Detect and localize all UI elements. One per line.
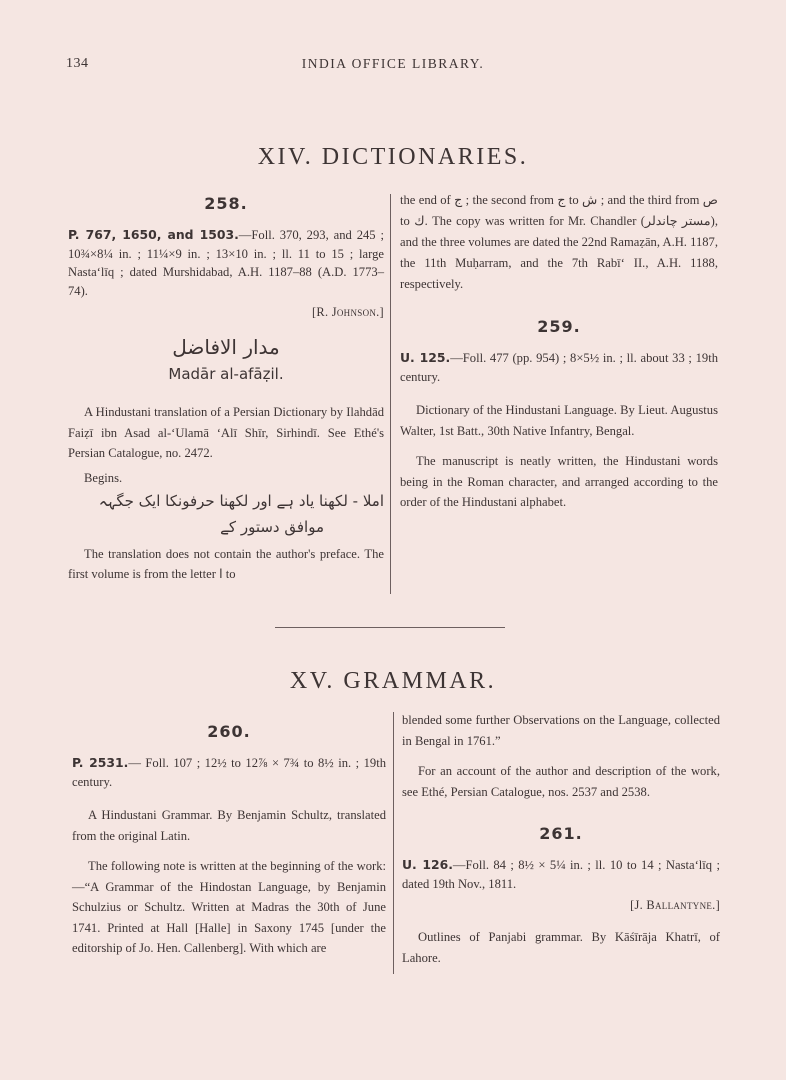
entry-number-261: 261. [539, 824, 583, 843]
column-divider [390, 194, 391, 594]
title-arabic-258: مدار الافاضل [172, 335, 280, 359]
paragraph-259-1: Dictionary of the Hindustani Language. By Lieut. Augustus Walter, 1st Batt., 30th Native Infantry, Bengal. [400, 403, 718, 438]
entry-number-260: 260. [207, 722, 251, 741]
entry-meta-258 [68, 226, 384, 300]
paragraph-260-2: The following note is written at the beginning of the work:—“A Grammar of the Hindostan Language, by Benjamin Schulzius or Schultz. Written at Madras the 30th of June 1741. Printed at Hall [Halle] in Saxony 1745 [under the editorship of Jo. Hen. Callenberg]. With which are [72, 859, 386, 955]
paragraph-261-1: Outlines of Panjabi grammar. By Kāśīrāja Khatrī, of Lahore. [402, 930, 720, 965]
paragraph-258-1: A Hindustani translation of a Persian Dictionary by Ilahdād Faiẓī ibn Asad al-‘Ulamā ‘Alī Shīr, Sirhindī. See Ethé's Persian Catalogue, no. 2472. [68, 405, 384, 460]
section-separator [275, 627, 505, 628]
section-title-grammar: XV. GRAMMAR. [289, 668, 497, 694]
running-title: INDIA OFFICE LIBRARY. [301, 56, 485, 71]
description-258: —Foll. 370, 293, and 245 ; 10¾×8¼ in. ; 11¼×9 in. ; 13×10 in. ; ll. 11 to 15 ; large Nasta‘līq ; dated Murshidabad, A.H. 1187–88 (A.D. 1773–74). [68, 228, 384, 298]
page-number: 134 [66, 56, 89, 71]
column-divider-grammar [393, 712, 394, 974]
begins-text-258-line1: املا - لکھنا یاد ہے اور لکھنا حرفونکا ایک جگہہ [98, 491, 384, 510]
attribution-261: [J. Ballantyne.] [630, 898, 720, 912]
shelfmark-258: P. 767, 1650, and 1503. [68, 227, 239, 242]
right-column-dictionaries [400, 190, 718, 513]
left-column-grammar [72, 722, 386, 959]
paragraph-260-1: A Hindustani Grammar. By Benjamin Schultz, translated from the original Latin. [72, 808, 386, 843]
begins-text-258-line2: موافق دستور کے [220, 517, 324, 536]
entry-number-258: 258. [204, 194, 248, 213]
section-title-dictionaries: XIV. DICTIONARIES. [257, 144, 529, 170]
description-261: —Foll. 84 ; 8½ × 5¼ in. ; ll. 10 to 14 ; Nasta‘līq ; dated 19th Nov., 1811. [402, 858, 720, 891]
left-column-dictionaries [68, 194, 384, 585]
attribution-258: [R. Johnson.] [311, 305, 384, 319]
entry-number-259: 259. [537, 317, 581, 336]
title-latin-258: Madār al-afāẓil. [168, 365, 284, 383]
right-column-grammar [402, 710, 720, 968]
shelfmark-260: P. 2531. [72, 755, 129, 770]
paragraph-259-2: The manuscript is neatly written, the Hindustani words being in the Roman character, and arranged according to the order of the Hindustani alphabet. [400, 454, 718, 509]
begins-label-258: Begins. [84, 470, 123, 485]
shelfmark-259: U. 125. [400, 350, 451, 365]
paragraph-260-continued: blended some further Observations on the Language, collected in Bengal in 1761.” [402, 713, 720, 748]
entry-meta-261 [402, 856, 720, 893]
shelfmark-261: U. 126. [402, 857, 453, 872]
description-260: — Foll. 107 ; 12½ to 12⅞ × 7¾ to 8½ in. ; 19th century. [72, 756, 386, 789]
paragraph-258-2: The translation does not contain the author's preface. The first volume is from the letter ا to [68, 546, 384, 581]
paragraph-258-continued: the end of ج ; the second from ج to ش ; and the third from ص to ك. The copy was written for Mr. Chandler (مستر چاندلر), and the three volumes are dated the 22nd Ramaẓān, A.H. 1187, the 11th Muḥarram, and the 7th Rabī‘ II., A.H. 1188, respectively. [400, 193, 718, 291]
entry-meta-259 [400, 349, 718, 386]
page-header [66, 56, 720, 78]
paragraph-260-3: For an account of the author and description of the work, see Ethé, Persian Catalogue, nos. 2537 and 2538. [402, 764, 720, 799]
description-259: —Foll. 477 (pp. 954) ; 8×5½ in. ; ll. about 33 ; 19th century. [400, 351, 718, 384]
entry-meta-260 [72, 754, 386, 791]
